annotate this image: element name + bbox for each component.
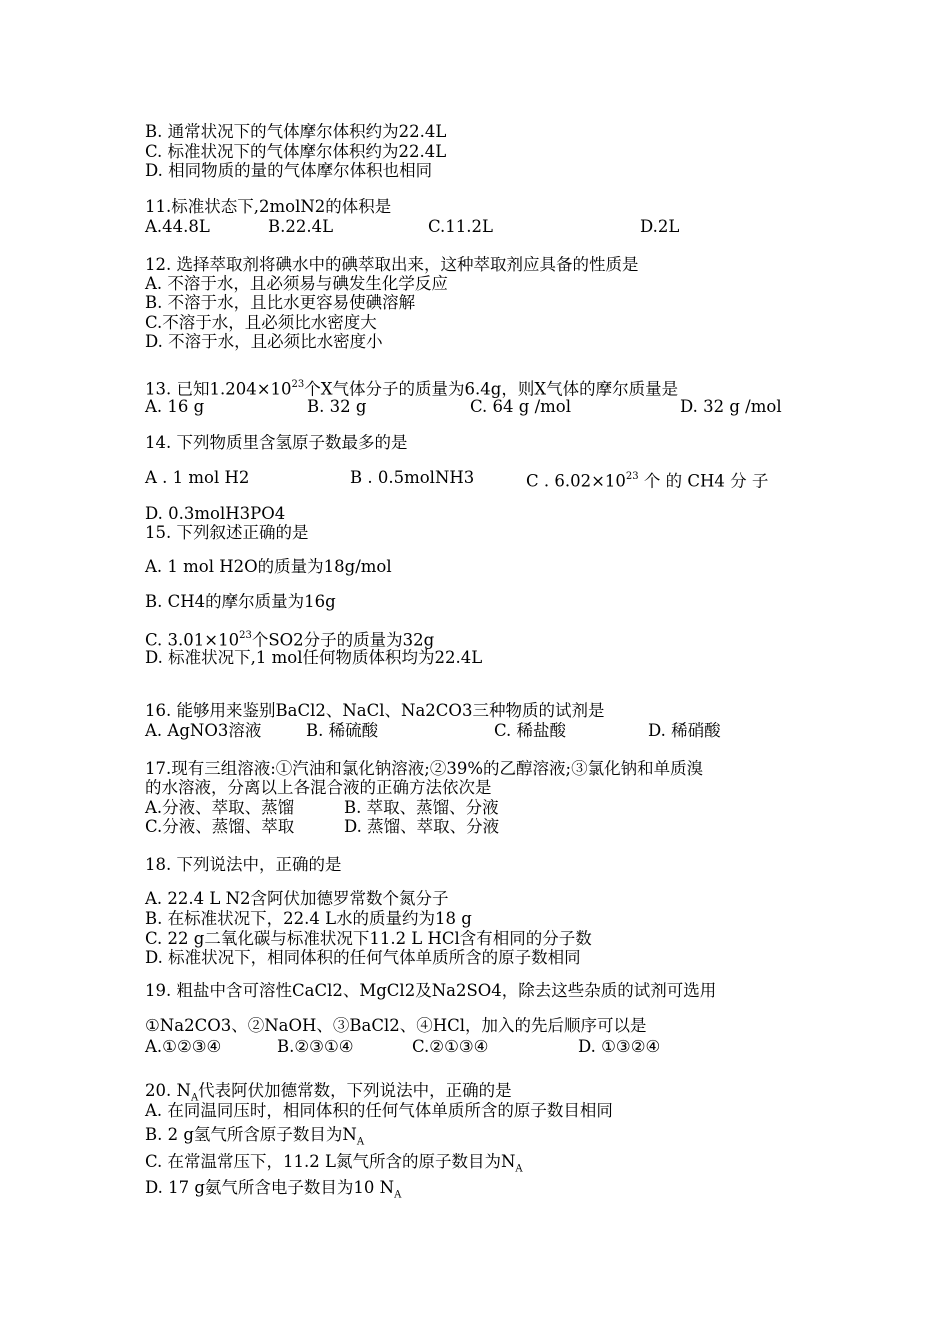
q20-option-a: A. 在同温同压时，相同体积的任何气体单质所含的原子数目相同 — [145, 1101, 613, 1120]
q17-stem-line2: 的水溶液，分离以上各混合液的正确方法依次是 — [145, 778, 492, 797]
q18-option-d: D. 标准状况下，相同体积的任何气体单质所含的原子数相同 — [145, 948, 581, 967]
q15-option-c: C. $3.01\times 10^{23}$个SO2分子的质量为32g — [145, 630, 435, 650]
q16-option-d: D. 稀硝酸 — [648, 721, 721, 740]
q13-option-c: C. 64 g /mol — [470, 397, 571, 416]
q18-option-a: A. 22.4 L N2含阿伏加德罗常数个氮分子 — [145, 889, 449, 908]
q13-option-d: D. 32 g /mol — [680, 397, 782, 416]
q19-stem-line1: 19. 粗盐中含可溶性CaCl2、MgCl2及Na2SO4，除去这些杂质的试剂可选用 — [145, 981, 717, 1000]
q20-option-c: C. 在常温常压下，11.2 L氮气所含的原子数目为$N_A$ — [145, 1152, 523, 1175]
q15-option-a: A. 1 mol H2O的质量为18g/mol — [145, 557, 392, 576]
q11-stem: 11.标准状态下,2molN2的体积是 — [145, 197, 392, 216]
q18-option-c: C. 22 g二氧化碳与标准状况下11.2 L HCl含有相同的分子数 — [145, 929, 592, 948]
q15-stem: 15. 下列叙述正确的是 — [145, 523, 309, 542]
q17-stem-line1: 17.现有三组溶液:①汽油和氯化钠溶液;②39%的乙醇溶液;③氯化钠和单质溴 — [145, 759, 704, 778]
q16-stem: 16. 能够用来鉴别BaCl2、NaCl、Na2CO3三种物质的试剂是 — [145, 701, 605, 720]
q18-stem: 18. 下列说法中，正确的是 — [145, 855, 342, 874]
q14-stem: 14. 下列物质里含氢原子数最多的是 — [145, 433, 408, 452]
q15-option-b: B. CH4的摩尔质量为16g — [145, 592, 336, 611]
q20-option-d: D. 17 g氨气所含电子数目为10 $N_A$ — [145, 1178, 402, 1201]
q12-option-d: D. 不溶于水，且必须比水密度小 — [145, 332, 383, 351]
q13-option-a: A. 16 g — [145, 397, 205, 416]
q19-option-c: C.②①③④ — [412, 1037, 489, 1056]
q17-option-b: B. 萃取、蒸馏、分液 — [344, 798, 499, 817]
q14-option-b: B . 0.5molNH3 — [350, 468, 475, 487]
q17-option-d: D. 蒸馏、萃取、分液 — [344, 817, 500, 836]
q14-option-c: C . $6.02\times 10^{23}$ 个 的 CH4 分 子 — [526, 471, 769, 491]
q13-stem: 13. 已知$1.204\times 10^{23}$个X气体分子的质量为6.4g，则X气体的摩尔质量是 — [145, 379, 679, 399]
q20-stem: 20. $N_A$代表阿伏加德常数，下列说法中，正确的是 — [145, 1081, 512, 1104]
q19-option-d: D. ①③②④ — [578, 1037, 661, 1056]
q10-option-d: D. 相同物质的量的气体摩尔体积也相同 — [145, 161, 433, 180]
q11-option-d: D.2L — [640, 217, 680, 236]
q12-option-b: B. 不溶于水，且比水更容易使碘溶解 — [145, 293, 416, 312]
q11-option-a: A.44.8L — [145, 217, 210, 236]
q10-option-b: B. 通常状况下的气体摩尔体积约为22.4L — [145, 122, 447, 141]
q11-option-c: C.11.2L — [428, 217, 493, 236]
q16-option-b: B. 稀硫酸 — [306, 721, 379, 740]
q13-option-b: B. 32 g — [307, 397, 367, 416]
q16-option-c: C. 稀盐酸 — [494, 721, 567, 740]
q19-option-a: A.①②③④ — [145, 1037, 222, 1056]
q15-option-d: D. 标准状况下,1 mol任何物质体积均为22.4L — [145, 648, 483, 667]
q17-option-a: A.分液、萃取、蒸馏 — [145, 798, 295, 817]
q18-option-b: B. 在标准状况下，22.4 L水的质量约为18 g — [145, 909, 472, 928]
q14-option-d: D. 0.3molH3PO4 — [145, 504, 286, 523]
q12-option-a: A. 不溶于水，且必须易与碘发生化学反应 — [145, 274, 448, 293]
q14-option-a: A . 1 mol H2 — [145, 468, 250, 487]
q10-option-c: C. 标准状况下的气体摩尔体积约为22.4L — [145, 142, 447, 161]
q20-option-b: B. 2 g氢气所含原子数目为$N_A$ — [145, 1125, 365, 1148]
q16-option-a: A. AgNO3溶液 — [145, 721, 262, 740]
q17-option-c: C.分液、蒸馏、萃取 — [145, 817, 295, 836]
q12-stem: 12. 选择萃取剂将碘水中的碘萃取出来，这种萃取剂应具备的性质是 — [145, 255, 639, 274]
q12-option-c: C.不溶于水，且必须比水密度大 — [145, 313, 377, 332]
q19-stem-line2: ①Na2CO3、②NaOH、③BaCl2、④HCl，加入的先后顺序可以是 — [145, 1016, 647, 1035]
q11-option-b: B.22.4L — [268, 217, 334, 236]
q19-option-b: B.②③①④ — [277, 1037, 354, 1056]
